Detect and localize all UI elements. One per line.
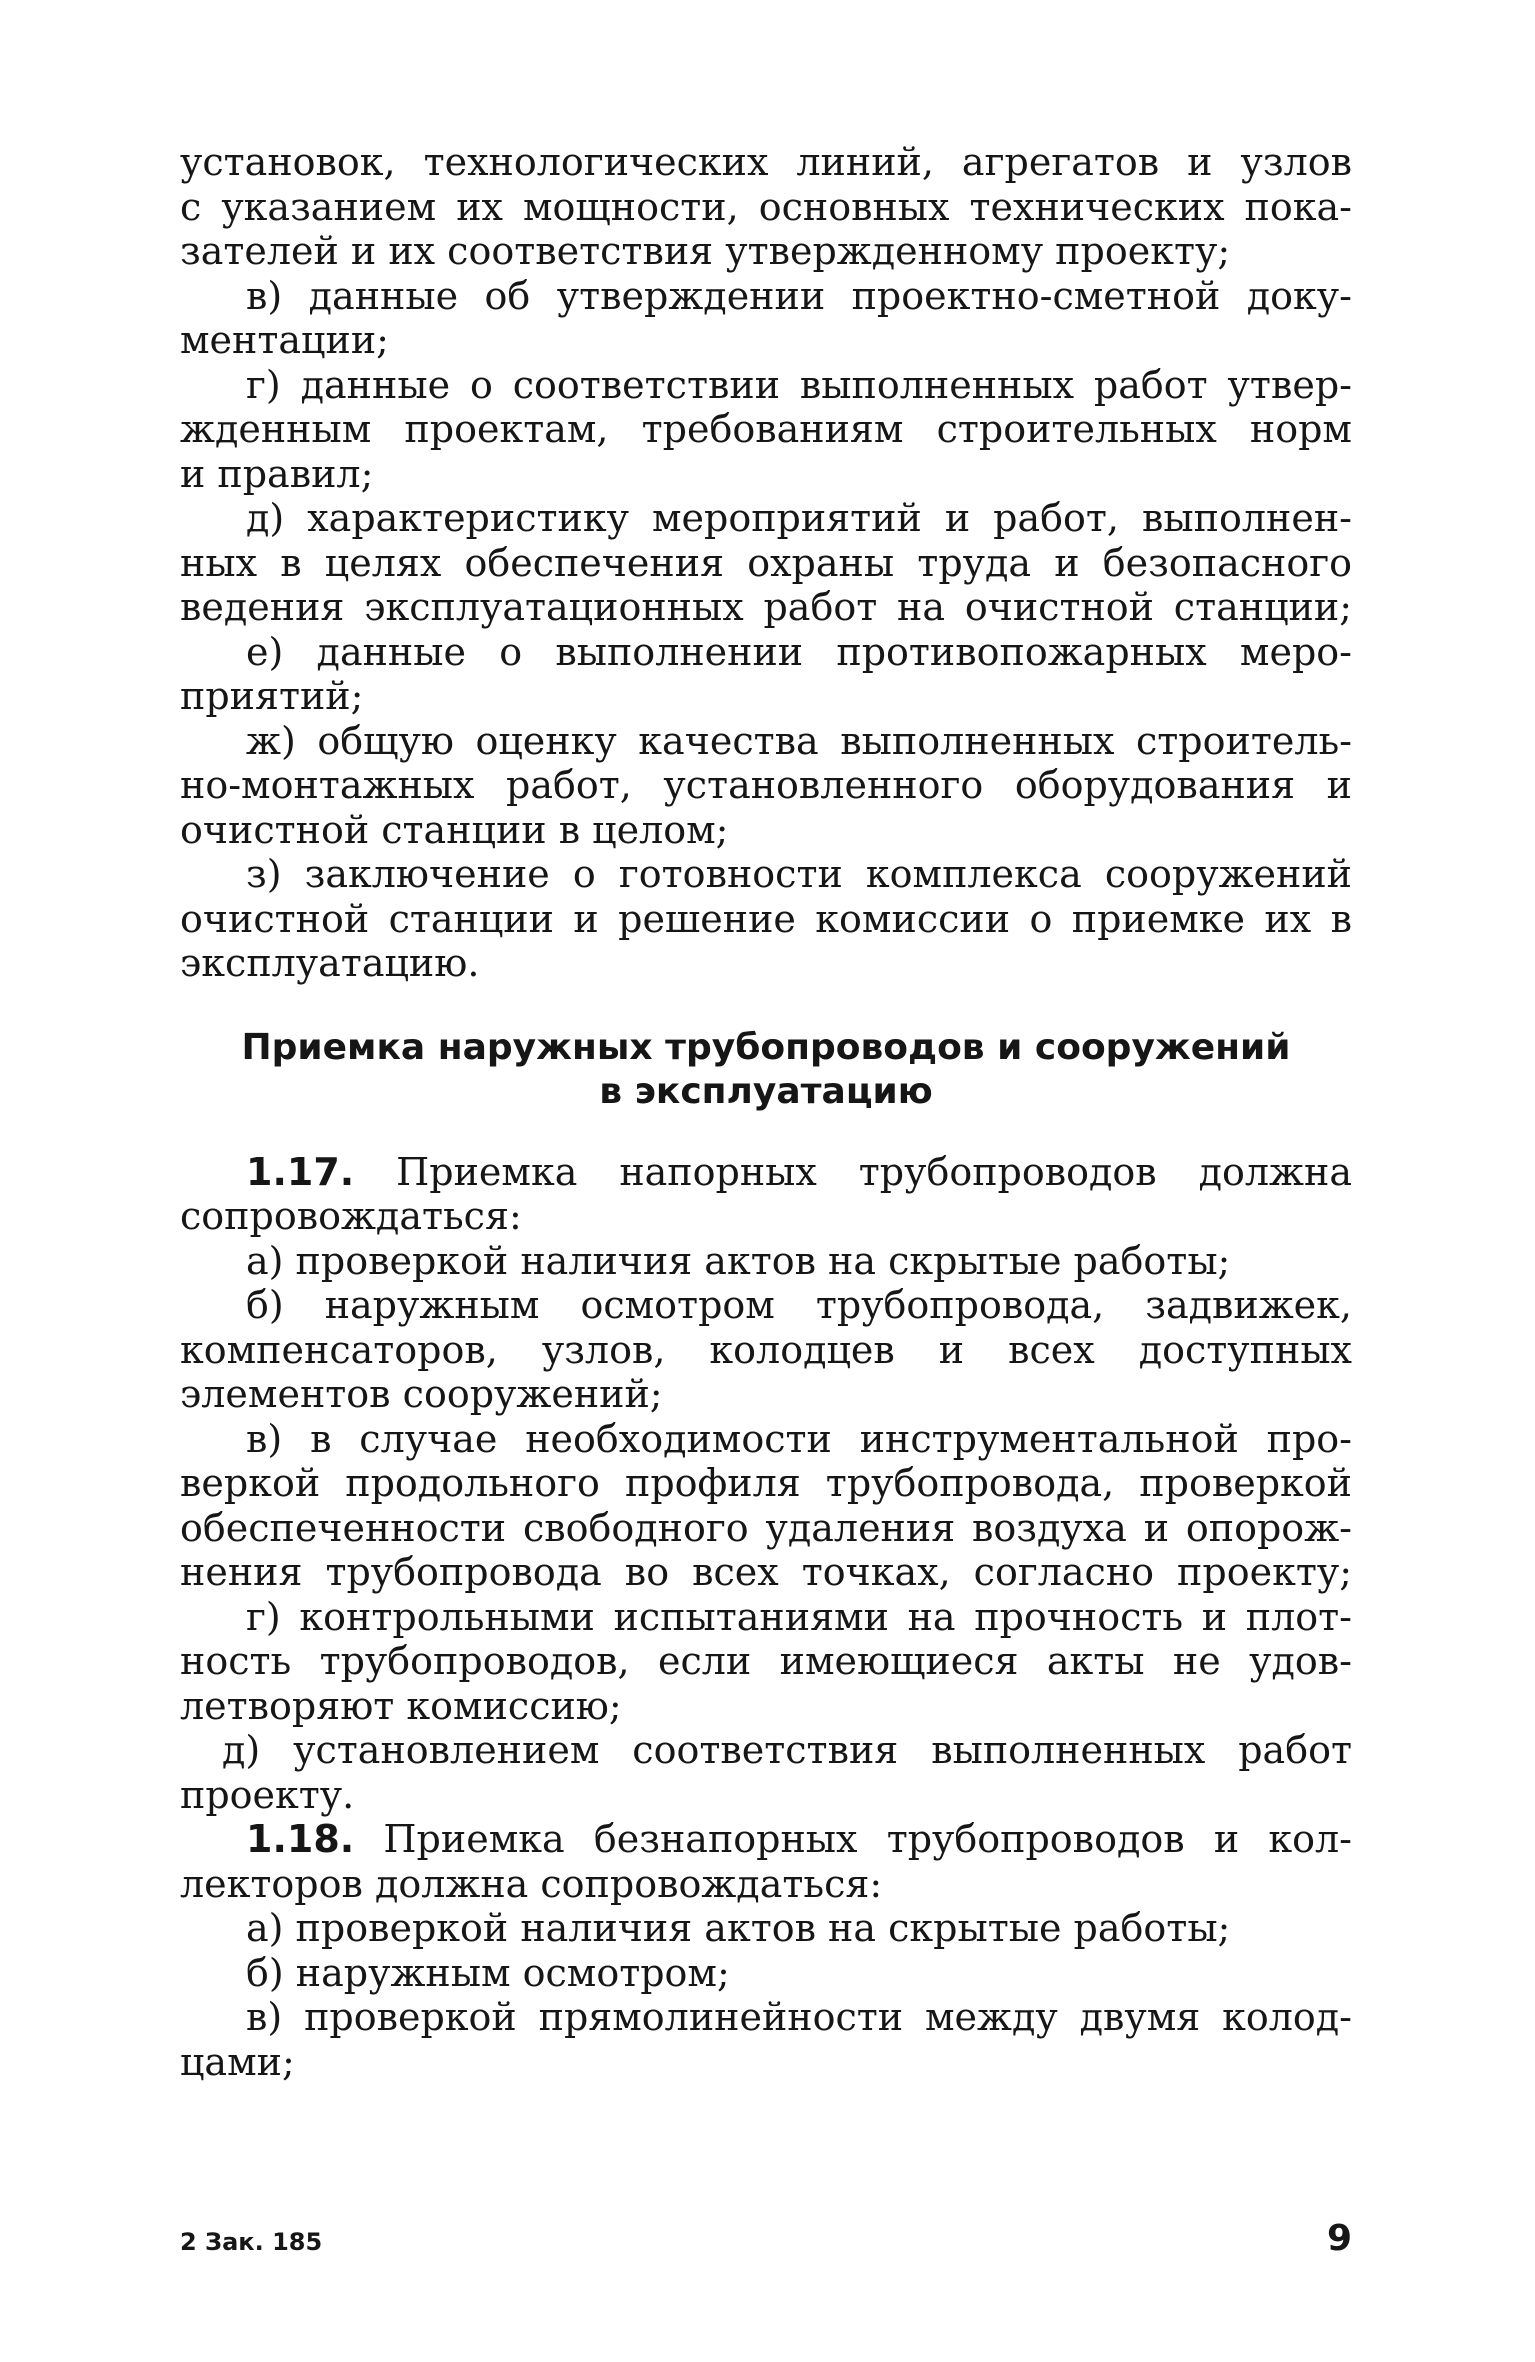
spacer — [180, 986, 1352, 1026]
text-line: б) наружным осмотром; — [246, 1950, 730, 1995]
heading-line-2: в эксплуатацию — [599, 1070, 933, 1112]
section-first-line-text: Приемка безнапорных трубопроводов и кол- — [383, 1817, 1352, 1861]
text-line: а) проверкой наличия актов на скрытые работы; — [246, 1906, 1231, 1950]
text-line: д) установлением соответствия выполненных работ — [222, 1728, 1352, 1772]
text-line: в) в случае необходимости инструментальной про- — [246, 1416, 1352, 1461]
text-line: б) наружным осмотром трубопровода, задвижек, — [246, 1283, 1352, 1327]
text-line: жденным проектам, требованиям строительных норм — [180, 407, 1352, 451]
top-paragraphs — [180, 140, 1352, 986]
text-line: ность трубопроводов, если имеющиеся акты не удов- — [180, 1639, 1352, 1683]
text-line: но-монтажных работ, установленного оборудования и — [180, 763, 1352, 807]
text-line: г) данные о соответствии выполненных работ утвер- — [246, 362, 1352, 407]
text-line: и правил; — [180, 451, 374, 496]
section-number: 1.17. — [246, 1149, 355, 1194]
text-line: проекту. — [180, 1772, 355, 1817]
print-order-number: 2 Зак. 185 — [180, 2228, 323, 2256]
text-line: сопровождаться: — [180, 1194, 522, 1238]
text-line: приятий; — [180, 674, 364, 718]
text-line: обеспеченности свободного удаления воздуха и опорож- — [180, 1505, 1352, 1550]
text-line: е) данные о выполнении противопожарных меро- — [246, 629, 1352, 674]
text-line: ж) общую оценку качества выполненных строитель- — [246, 718, 1352, 763]
text-line: элементов сооружений; — [180, 1372, 663, 1416]
text-line: цами; — [180, 2039, 295, 2084]
heading-line-1: Приемка наружных трубопроводов и сооружений — [241, 1026, 1291, 1068]
section-first-line — [180, 1150, 1352, 1195]
text-line: эксплуатацию. — [180, 941, 480, 985]
section-number: 1.18. — [246, 1817, 355, 1861]
text-line: д) характеристику мероприятий и работ, выполнен- — [246, 496, 1352, 540]
section-1-18 — [180, 1817, 1352, 2084]
text-line: в) проверкой прямолинейности между двумя колод- — [246, 1995, 1352, 2039]
section-first-line — [180, 1817, 1352, 1862]
text-line: лекторов должна сопровождаться: — [180, 1861, 883, 1906]
text-line: компенсаторов, узлов, колодцев и всех доступных — [180, 1327, 1352, 1372]
document-page — [180, 140, 1352, 2084]
text-line: нения трубопровода во всех точках, согласно проекту; — [180, 1550, 1352, 1594]
text-line: зателей и их соответствия утвержденному проекту; — [180, 229, 1231, 273]
text-line: очистной станции в целом; — [180, 807, 729, 852]
section-1-17 — [180, 1150, 1352, 1818]
section-first-line-text: Приемка напорных трубопроводов должна — [396, 1149, 1352, 1194]
text-line: в) данные об утверждении проектно-сметной доку- — [246, 273, 1352, 318]
text-line: г) контрольными испытаниями на прочность и плот- — [246, 1594, 1352, 1639]
text-line: ных в целях обеспечения охраны труда и безопасного — [180, 540, 1352, 585]
page-number: 9 — [1326, 2218, 1352, 2259]
text-line: а) проверкой наличия актов на скрытые работы; — [246, 1238, 1231, 1283]
text-line: летворяют комиссию; — [180, 1683, 622, 1728]
text-line: з) заключение о готовности комплекса сооружений — [246, 852, 1352, 896]
text-line: ведения эксплуатационных работ на очистной станции; — [180, 585, 1352, 629]
text-line: установок, технологических линий, агрегатов и узлов — [180, 140, 1352, 184]
text-line: ментации; — [180, 318, 389, 362]
spacer — [180, 1114, 1352, 1150]
section-heading — [180, 1026, 1352, 1114]
text-line: веркой продольного профиля трубопровода, проверкой — [180, 1461, 1352, 1505]
page-footer — [180, 2218, 1352, 2258]
text-line: с указанием их мощности, основных технических пока- — [180, 184, 1352, 229]
text-line: очистной станции и решение комиссии о приемке их в — [180, 896, 1352, 941]
